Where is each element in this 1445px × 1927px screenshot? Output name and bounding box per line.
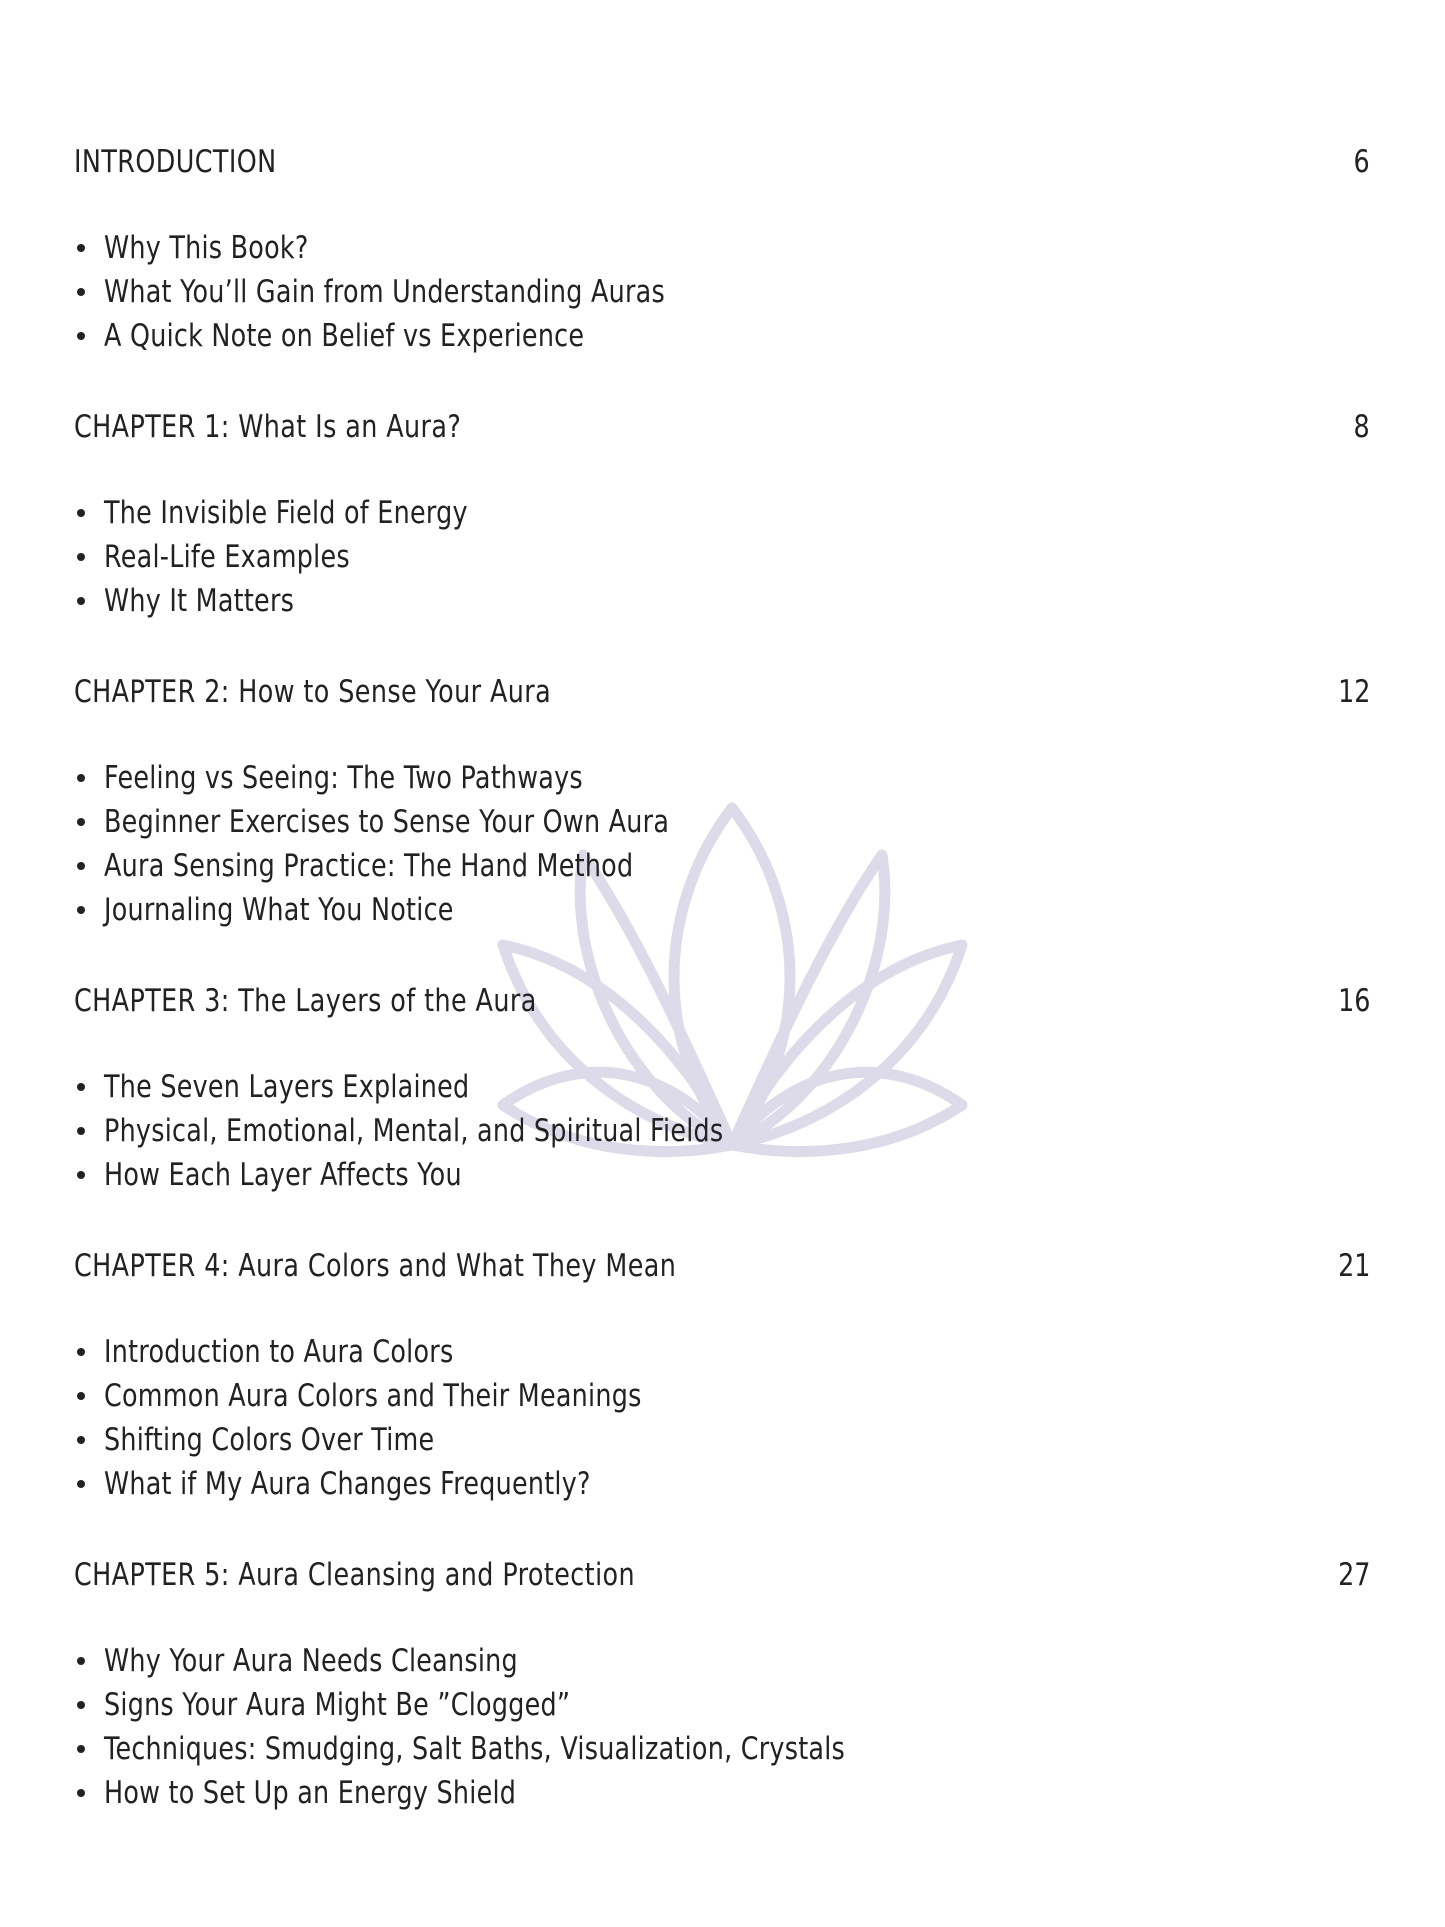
page-number: 8	[1353, 409, 1370, 445]
bullet-icon	[77, 553, 85, 561]
page-number: 12	[1337, 674, 1370, 710]
toc-section-chapter-1	[74, 403, 1370, 619]
toc-item-label: What if My Aura Changes Frequently?	[104, 1466, 591, 1502]
toc-item-label: Why Your Aura Needs Cleansing	[104, 1643, 518, 1679]
toc-item-label: Real-Life Examples	[104, 539, 350, 575]
toc-item-label: The Invisible Field of Energy	[104, 495, 468, 531]
toc-heading[interactable]	[74, 138, 1370, 186]
bullet-icon	[77, 818, 85, 826]
toc-heading[interactable]	[74, 668, 1370, 716]
toc-item-label: Techniques: Smudging, Salt Baths, Visualization, Crystals	[104, 1731, 846, 1767]
bullet-icon	[77, 1127, 85, 1135]
bullet-icon	[77, 1436, 85, 1444]
bullet-icon	[77, 1701, 85, 1709]
page-number: 16	[1337, 983, 1370, 1019]
page-number: 27	[1337, 1557, 1370, 1593]
toc-section-introduction	[74, 138, 1370, 354]
bullet-icon	[77, 244, 85, 252]
toc-item-label: Feeling vs Seeing: The Two Pathways	[104, 760, 583, 796]
toc-item-label: How to Set Up an Energy Shield	[104, 1775, 517, 1811]
bullet-icon	[77, 1745, 85, 1753]
toc-item-label: A Quick Note on Belief vs Experience	[104, 318, 585, 354]
toc-section-chapter-2	[74, 668, 1370, 928]
toc-item-label: Shifting Colors Over Time	[104, 1422, 435, 1458]
section-title: CHAPTER 1: What Is an Aura?	[74, 409, 462, 445]
toc-item-label: Signs Your Aura Might Be ”Clogged”	[104, 1687, 571, 1723]
bullet-icon	[77, 509, 85, 517]
toc-item-label: How Each Layer Affects You	[104, 1157, 462, 1193]
bullet-icon	[77, 906, 85, 914]
section-title: INTRODUCTION	[74, 144, 277, 180]
toc-item-label: Beginner Exercises to Sense Your Own Aura	[104, 804, 670, 840]
section-title: CHAPTER 2: How to Sense Your Aura	[74, 674, 552, 710]
section-title: CHAPTER 4: Aura Colors and What They Mean	[74, 1248, 677, 1284]
bullet-icon	[77, 1171, 85, 1179]
toc-section-chapter-3	[74, 977, 1370, 1193]
page-number: 6	[1353, 144, 1370, 180]
toc-heading[interactable]	[74, 1242, 1370, 1290]
toc-section-chapter-5	[74, 1551, 1370, 1811]
toc-heading[interactable]	[74, 1551, 1370, 1599]
page-number: 21	[1337, 1248, 1370, 1284]
bullet-icon	[77, 1657, 85, 1665]
bullet-icon	[77, 1480, 85, 1488]
bullet-icon	[77, 597, 85, 605]
toc-item-label: Aura Sensing Practice: The Hand Method	[104, 848, 634, 884]
toc-heading[interactable]	[74, 977, 1370, 1025]
section-title: CHAPTER 3: The Layers of the Aura	[74, 983, 537, 1019]
toc-item-label: Introduction to Aura Colors	[104, 1334, 454, 1370]
bullet-icon	[77, 288, 85, 296]
toc-item-label: The Seven Layers Explained	[104, 1069, 470, 1105]
toc-item-label: Why It Matters	[104, 583, 295, 619]
toc-item-label: Common Aura Colors and Their Meanings	[104, 1378, 642, 1414]
toc-item-label: Physical, Emotional, Mental, and Spiritual Fields	[104, 1113, 724, 1149]
bullet-icon	[77, 1789, 85, 1797]
bullet-icon	[77, 1392, 85, 1400]
section-title: CHAPTER 5: Aura Cleansing and Protection	[74, 1557, 636, 1593]
toc-heading[interactable]	[74, 403, 1370, 451]
toc-section-chapter-4	[74, 1242, 1370, 1502]
bullet-icon	[77, 862, 85, 870]
toc-item-label: Why This Book?	[104, 230, 309, 266]
toc-item-label: What You’ll Gain from Understanding Auras	[104, 274, 665, 310]
bullet-icon	[77, 1083, 85, 1091]
bullet-icon	[77, 774, 85, 782]
bullet-icon	[77, 1348, 85, 1356]
toc-item-label: Journaling What You Notice	[104, 892, 454, 928]
bullet-icon	[77, 332, 85, 340]
